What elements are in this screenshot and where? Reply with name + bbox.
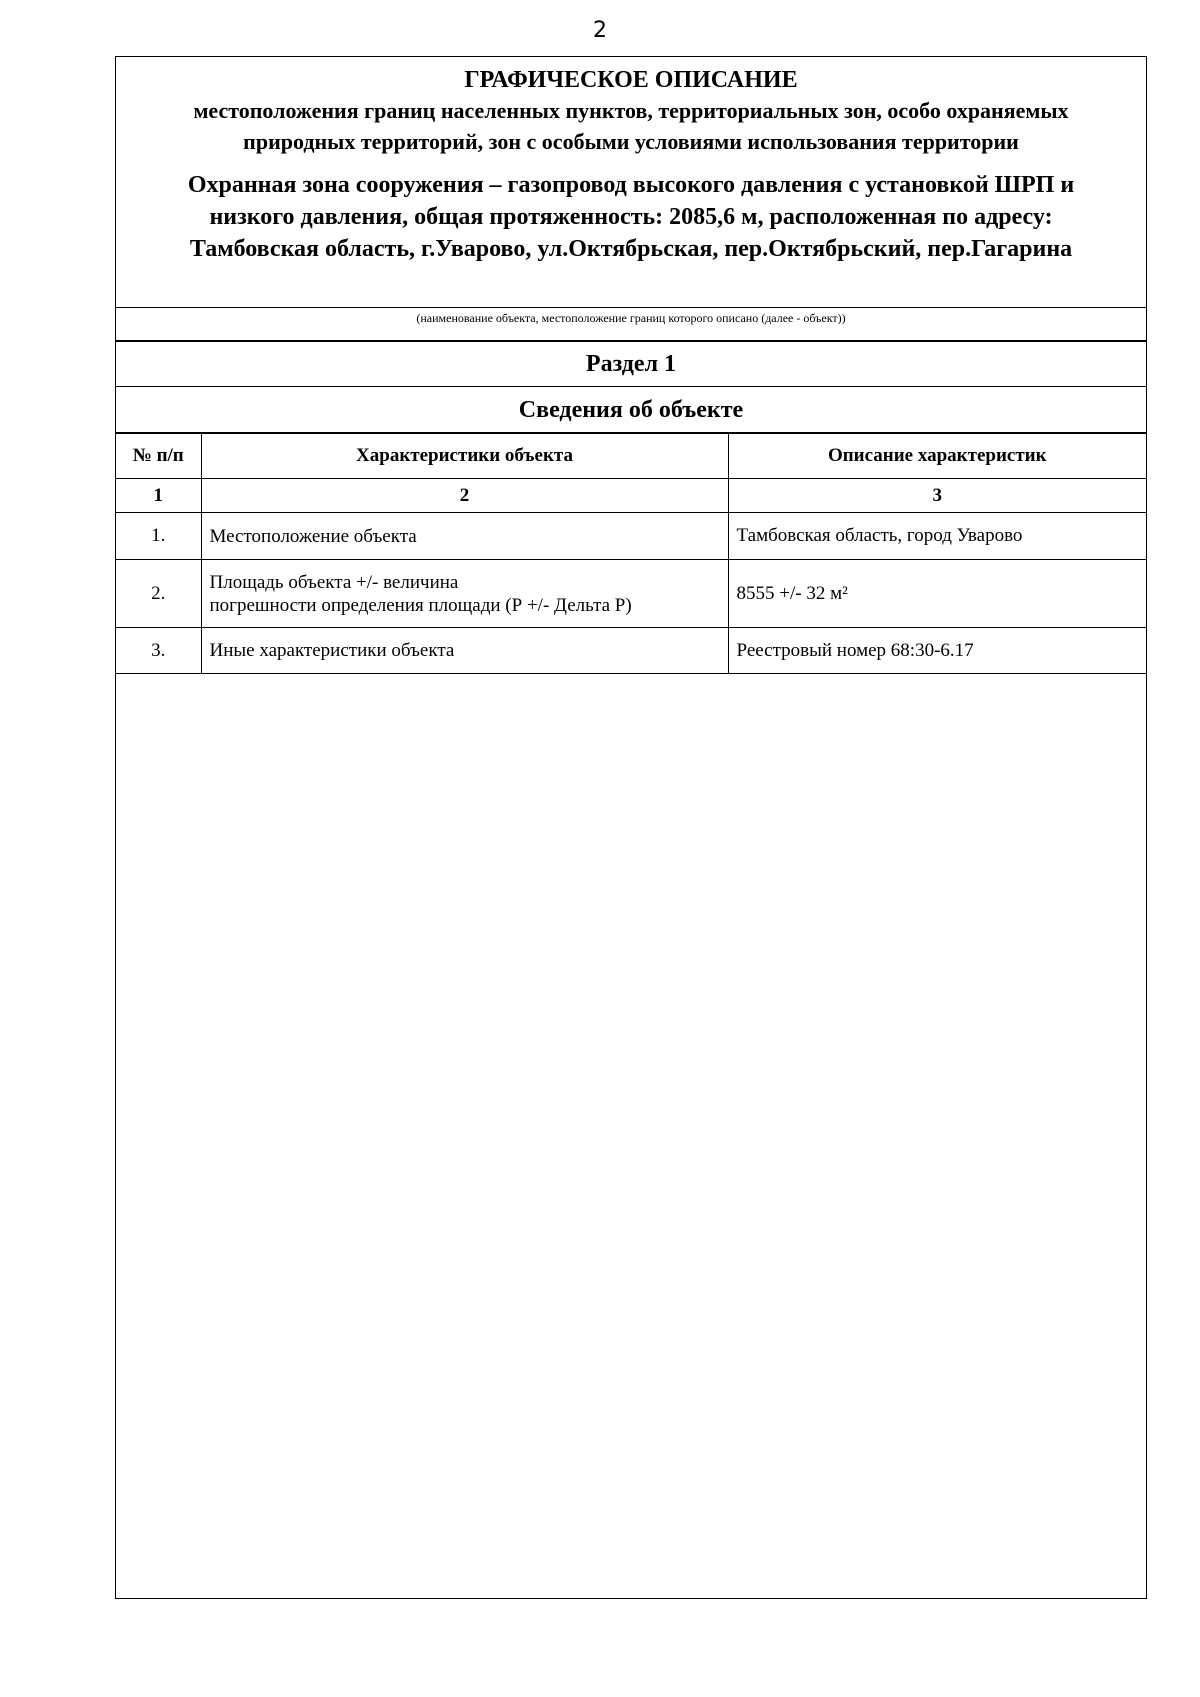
object-name (116, 169, 1146, 265)
object-name-line: Охранная зона сооружения – газопровод высокого давления с установкой ШРП и (187, 172, 1075, 198)
page-number: 2 (593, 18, 607, 43)
table-row (116, 560, 1146, 628)
row-description: Тамбовская область, город Уварово (728, 513, 1146, 560)
object-info-table (116, 433, 1146, 674)
row-characteristic (201, 628, 728, 674)
table-row (116, 628, 1146, 674)
row-characteristic-text: погрешности определения площади (Р +/- Дельта Р) (209, 594, 632, 616)
table-column-numbers-row (116, 479, 1146, 513)
column-header-description: Описание характеристик (728, 434, 1146, 479)
section-title: Раздел 1 (116, 340, 1146, 387)
column-number: 1 (116, 479, 201, 513)
object-name-line: низкого давления, общая протяженность: 2085,6 м, расположенная по адресу: (209, 204, 1053, 230)
table-header-row (116, 434, 1146, 479)
column-header-characteristics: Характеристики объекта (201, 434, 728, 479)
row-description: 8555 +/- 32 м² (728, 560, 1146, 628)
document-frame (115, 56, 1147, 1599)
row-characteristic-text: Иные характеристики объекта (209, 640, 455, 661)
row-characteristic-text: Местоположение объекта (209, 525, 417, 547)
document-header (116, 57, 1146, 307)
object-name-line: Тамбовская область, г.Уварово, ул.Октябрьская, пер.Октябрьский, пер.Гагарина (189, 236, 1073, 262)
document-title: ГРАФИЧЕСКОЕ ОПИСАНИЕ (464, 67, 798, 93)
row-description: Реестровый номер 68:30-6.17 (728, 628, 1146, 674)
table-row (116, 513, 1146, 560)
row-number: 3. (116, 628, 201, 674)
row-characteristic-text: Площадь объекта +/- величина (209, 571, 459, 593)
row-characteristic (201, 560, 728, 628)
row-number: 1. (116, 513, 201, 560)
column-header-number: № п/п (116, 434, 201, 479)
column-number: 3 (728, 479, 1146, 513)
document-subtitle: местоположения границ населенных пунктов, территориальных зон, особо охраняемых природных территорий, зон с особыми условиями использования территории (193, 98, 1069, 154)
column-number: 2 (201, 479, 728, 513)
object-name-caption: (наименование объекта, местоположение границ которого описано (далее - объект)) (116, 307, 1146, 342)
row-number: 2. (116, 560, 201, 628)
section-subtitle: Сведения об объекте (116, 387, 1146, 433)
row-characteristic (201, 513, 728, 560)
